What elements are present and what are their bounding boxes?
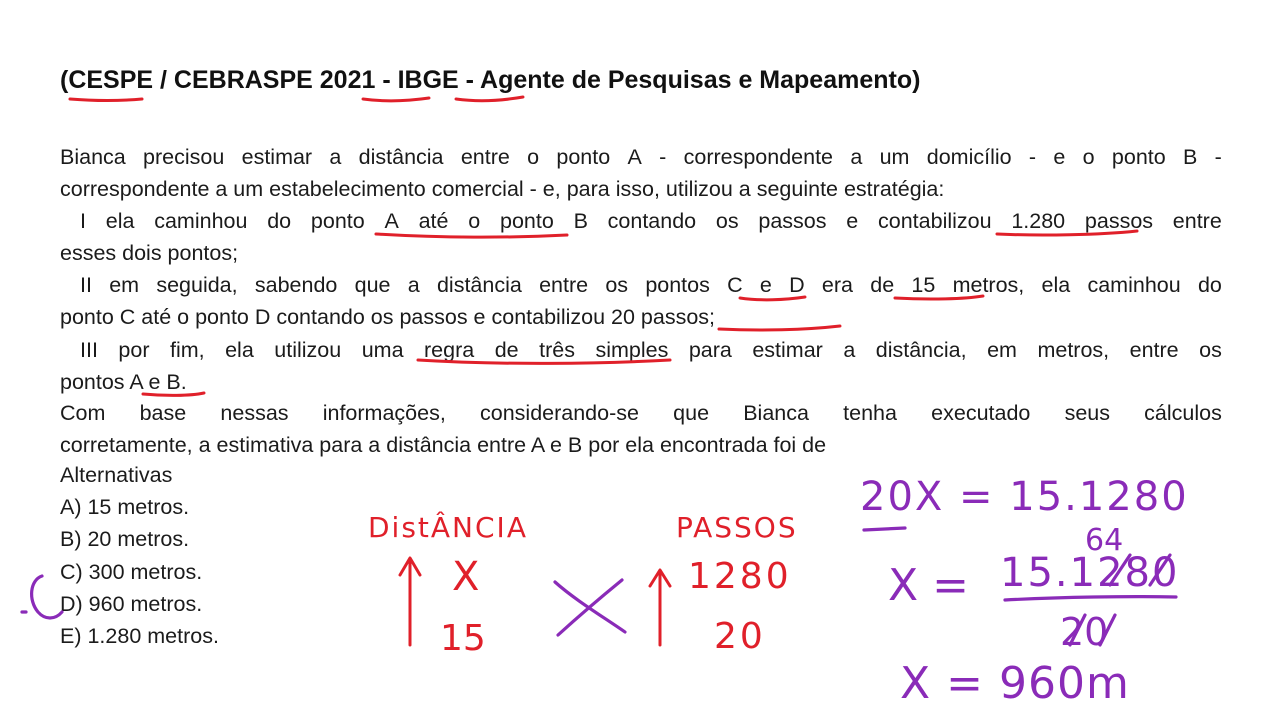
word: estimar xyxy=(752,338,823,362)
word: de xyxy=(494,338,519,362)
word: entre xyxy=(539,273,589,297)
word: do xyxy=(267,209,292,233)
word: precisou xyxy=(143,145,225,169)
word: ponto xyxy=(1111,145,1166,169)
word: nessas xyxy=(220,401,289,425)
equation-2-left: X = xyxy=(888,560,969,611)
word: 1.280 xyxy=(1011,209,1066,233)
equation-1: 20X = 15.1280 xyxy=(860,474,1189,520)
word: ponto xyxy=(556,145,611,169)
underline-cespe xyxy=(70,99,142,101)
fraction-bar xyxy=(1005,597,1176,600)
word: ela xyxy=(1041,273,1071,297)
word: entre xyxy=(1172,209,1222,233)
word: C xyxy=(727,273,743,297)
word: regra xyxy=(424,338,475,362)
word: ponto xyxy=(499,209,554,233)
underline-ibge xyxy=(456,97,523,101)
word: caminhou xyxy=(1087,273,1181,297)
word: a xyxy=(843,338,856,362)
word: uma xyxy=(361,338,404,362)
word: tenha xyxy=(843,401,897,425)
word: até xyxy=(418,209,449,233)
question-line-3 xyxy=(60,205,1222,237)
word: em xyxy=(987,338,1017,362)
col-header-distancia: DistÂNCIA xyxy=(368,511,528,544)
word: entre xyxy=(1129,338,1179,362)
equation-2-denominator: 20 xyxy=(1060,610,1109,654)
cross-multiply-mark xyxy=(555,580,625,635)
answer-check-mark xyxy=(32,576,62,618)
equation-small-64: 64 xyxy=(1085,523,1124,558)
strike-20 xyxy=(1070,615,1115,645)
arrow-passos xyxy=(650,570,670,645)
word: fim, xyxy=(169,338,205,362)
word: três xyxy=(539,338,575,362)
alternative-c: C) 300 metros. xyxy=(60,560,203,584)
word: estimar xyxy=(241,145,313,169)
word: Com xyxy=(60,401,106,425)
col1-value-x: X xyxy=(452,554,480,600)
question-line-4: esses dois pontos; xyxy=(60,241,239,265)
word: em xyxy=(109,273,140,297)
word: de xyxy=(870,273,895,297)
word: ela xyxy=(225,338,254,362)
alternative-e: E) 1.280 metros. xyxy=(60,624,219,648)
word: 15 xyxy=(911,273,936,297)
word: a xyxy=(329,145,342,169)
word: a xyxy=(850,145,863,169)
word: metros, xyxy=(1037,338,1110,362)
word: o xyxy=(1082,145,1095,169)
alternative-b: B) 20 metros. xyxy=(60,527,190,551)
word: cálculos xyxy=(1144,401,1222,425)
word: simples xyxy=(595,338,669,362)
word: A xyxy=(627,145,642,169)
col1-value-15: 15 xyxy=(440,618,486,659)
word: caminhou xyxy=(154,209,248,233)
word: A xyxy=(384,209,399,233)
word: era xyxy=(821,273,853,297)
word: distância xyxy=(436,273,522,297)
word: distância, xyxy=(875,338,967,362)
word: utilizou xyxy=(274,338,342,362)
word: D xyxy=(789,273,805,297)
word: sabendo xyxy=(254,273,338,297)
word: I xyxy=(80,209,86,233)
word: seguida, xyxy=(156,273,238,297)
word: pontos xyxy=(645,273,710,297)
word: Bianca xyxy=(60,145,126,169)
word: - xyxy=(659,145,667,169)
word: contando xyxy=(607,209,697,233)
word: B xyxy=(573,209,588,233)
question-line-10: corretamente, a estimativa para a distância entre A e B por ela encontrada foi de xyxy=(60,433,827,457)
word: os xyxy=(1199,338,1222,362)
word: para xyxy=(688,338,732,362)
col2-value-1280: 1280 xyxy=(688,556,792,597)
underline-2021 xyxy=(363,98,429,101)
word: entre xyxy=(460,145,510,169)
word: que xyxy=(354,273,391,297)
word: por xyxy=(118,338,150,362)
word: distância xyxy=(358,145,444,169)
word: e xyxy=(1053,145,1066,169)
word: base xyxy=(139,401,187,425)
word: contabilizou xyxy=(878,209,992,233)
word: III xyxy=(80,338,98,362)
strike-1280 xyxy=(1110,555,1170,585)
word: ponto xyxy=(310,209,365,233)
question-line-6: ponto C até o ponto D contando os passos e contabilizou 20 passos; xyxy=(60,305,715,329)
word: - xyxy=(1028,145,1037,169)
alternative-a: A) 15 metros. xyxy=(60,495,190,519)
word: considerando-se xyxy=(480,401,639,425)
question-line-1 xyxy=(60,141,1222,173)
question-line-9 xyxy=(60,397,1222,429)
word: a xyxy=(407,273,420,297)
word: metros, xyxy=(952,273,1025,297)
word: correspondente xyxy=(683,145,834,169)
word: e xyxy=(846,209,859,233)
word: o xyxy=(527,145,540,169)
word: executado xyxy=(931,401,1031,425)
word: informações, xyxy=(322,401,446,425)
col2-value-20: 20 xyxy=(714,616,766,657)
word: os xyxy=(605,273,629,297)
alternatives-label: Alternativas xyxy=(60,463,173,487)
word: Bianca xyxy=(743,401,809,425)
question-line-5 xyxy=(60,269,1222,301)
word: um xyxy=(879,145,910,169)
arrow-distancia xyxy=(400,558,420,645)
word: domicílio xyxy=(926,145,1012,169)
word: passos xyxy=(758,209,827,233)
question-line-8: pontos A e B. xyxy=(60,370,187,394)
word: B xyxy=(1183,145,1198,169)
question-line-7 xyxy=(60,334,1222,366)
alternative-d: D) 960 metros. xyxy=(60,592,203,616)
col-header-passos: PASSOS xyxy=(676,511,798,544)
word: o xyxy=(468,209,481,233)
word: II xyxy=(80,273,92,297)
word: - xyxy=(1214,145,1222,169)
word: os xyxy=(715,209,739,233)
underline-20-passos xyxy=(719,326,840,330)
question-line-2: correspondente a um estabelecimento comercial - e, para isso, utilizou a seguinte estratégia: xyxy=(60,177,945,201)
equation-1-underline xyxy=(864,528,905,530)
word: ela xyxy=(105,209,135,233)
word: e xyxy=(759,273,772,297)
word: seus xyxy=(1064,401,1110,425)
word: que xyxy=(673,401,710,425)
page-title: (CESPE / CEBRASPE 2021 - IBGE - Agente de Pesquisas e Mapeamento) xyxy=(60,66,921,94)
equation-3: X = 960m xyxy=(900,658,1130,709)
word: do xyxy=(1197,273,1222,297)
word: passos xyxy=(1084,209,1154,233)
equation-2-numerator: 15.1280 xyxy=(1000,550,1180,596)
